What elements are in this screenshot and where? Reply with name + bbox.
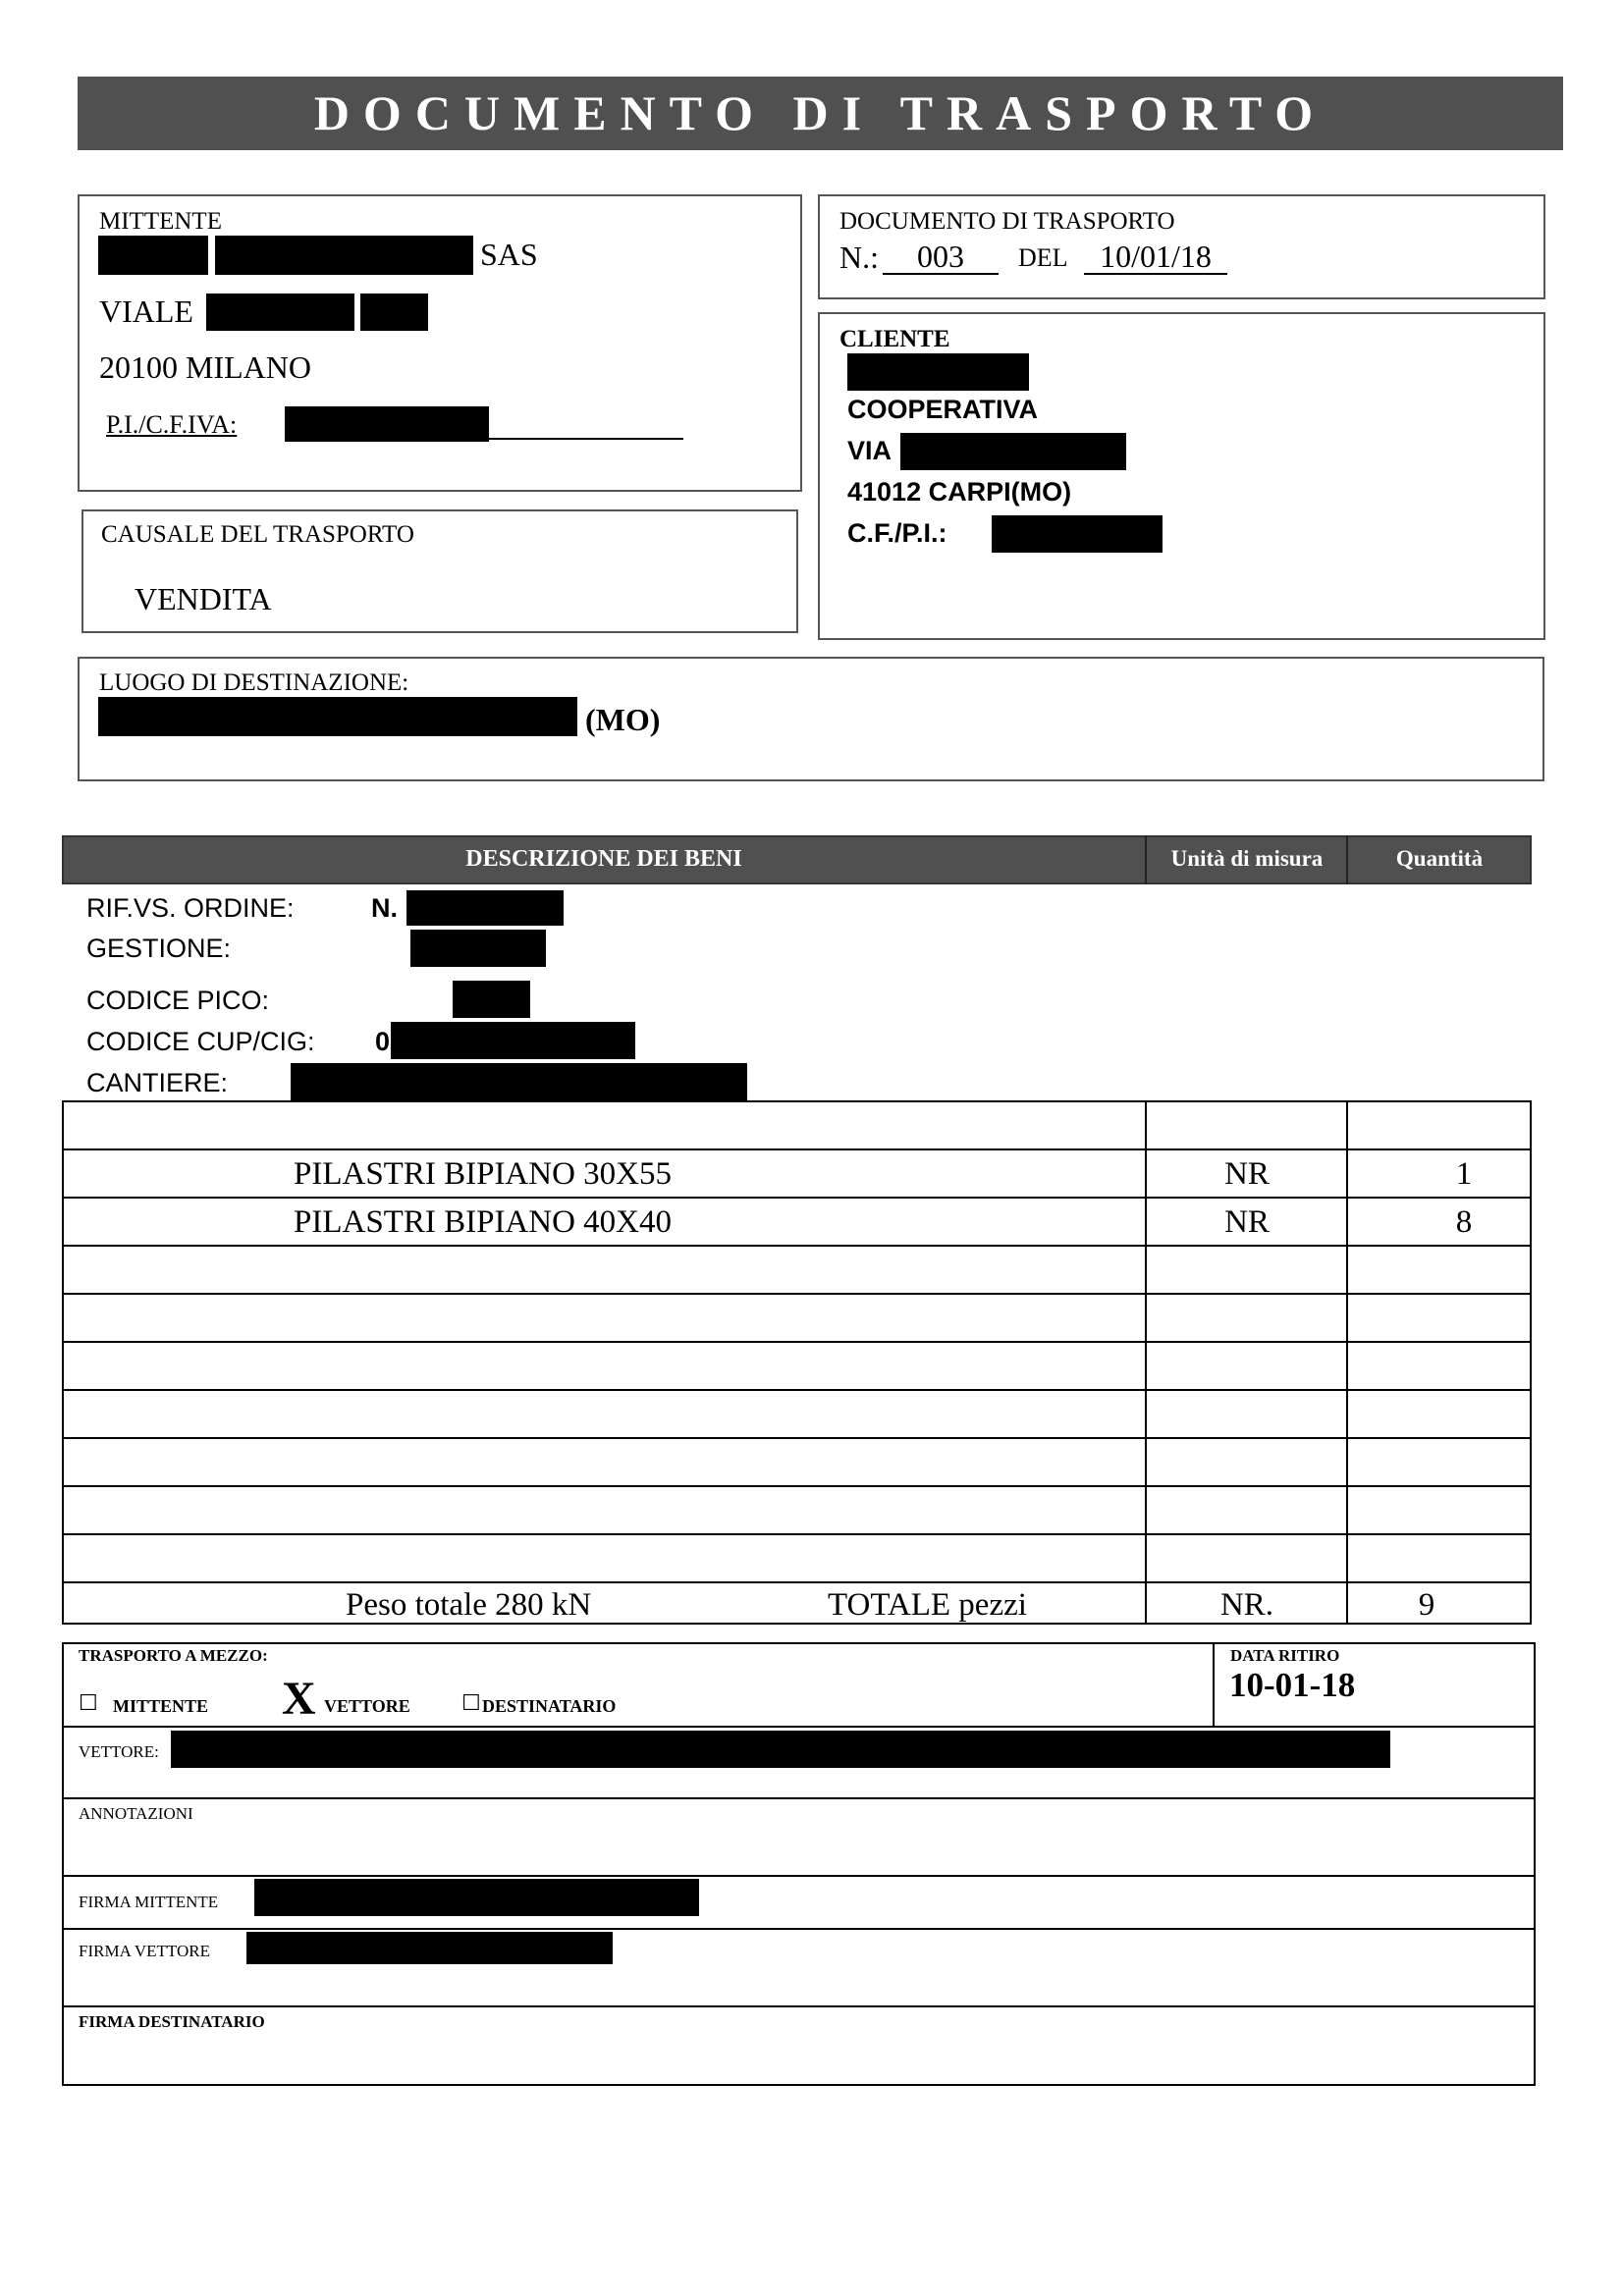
checkbox-mittente-icon[interactable]: ☐ [79, 1690, 98, 1715]
redacted-firma-mittente [254, 1879, 699, 1916]
ref-gestione-label: GESTIONE: [86, 934, 232, 963]
transport-row-line [62, 2005, 1536, 2007]
mittente-street-prefix: VIALE [99, 294, 193, 329]
grid-row-line [62, 1197, 1532, 1199]
redacted-mittente-street-2 [360, 294, 428, 331]
table-row-qty: 1 [1455, 1156, 1473, 1192]
doc-number-label: N.: [839, 240, 879, 275]
trasporto-label: TRASPORTO A MEZZO: [79, 1646, 268, 1665]
redacted-cliente-cf [992, 515, 1163, 553]
redacted-cliente-street [900, 433, 1126, 470]
table-row-unit: NR [1224, 1156, 1270, 1192]
data-ritiro-label: DATA RITIRO [1230, 1646, 1340, 1665]
header-quantita: Quantità [1395, 846, 1484, 871]
redacted-cup [391, 1022, 635, 1059]
ref-cup-prefix: 0 [375, 1027, 391, 1056]
redacted-firma-vettore [246, 1932, 613, 1964]
firma-vettore-label: FIRMA VETTORE [79, 1942, 210, 1960]
transport-row-line [62, 1797, 1536, 1799]
mittente-company-suffix: SAS [480, 237, 538, 272]
redacted-mittente-street-1 [206, 294, 354, 331]
firma-destinatario-label: FIRMA DESTINATARIO [79, 2012, 265, 2031]
vettore-label: VETTORE: [79, 1742, 159, 1761]
grid-row-line [62, 1341, 1532, 1343]
redacted-mittente-name-2 [215, 236, 473, 275]
table-row-description: PILASTRI BIPIANO 30X55 [294, 1156, 673, 1192]
grid-row-line [62, 1389, 1532, 1391]
redacted-mittente-name-1 [98, 236, 208, 275]
grid-row-line [62, 1148, 1532, 1150]
mittente-label: MITTENTE [99, 208, 222, 235]
transport-divider-v [1213, 1642, 1215, 1728]
cliente-cf-label: C.F./P.I.: [847, 518, 947, 548]
mittente-piva-underline [489, 438, 683, 440]
ref-cantiere-label: CANTIERE: [86, 1068, 229, 1097]
total-qty: 9 [1418, 1587, 1435, 1623]
ref-ordine-label: RIF.VS. ORDINE: [86, 893, 295, 923]
document-title: DOCUMENTO DI TRASPORTO [313, 85, 1327, 140]
redacted-destinazione [98, 697, 577, 736]
destinazione-label: LUOGO DI DESTINAZIONE: [99, 669, 409, 696]
data-ritiro-value: 10-01-18 [1229, 1666, 1356, 1704]
ref-ordine-prefix: N. [371, 893, 398, 923]
grid-row-line [62, 1437, 1532, 1439]
redacted-cantiere [291, 1063, 747, 1100]
checkbox-vettore-mark[interactable]: X [282, 1673, 316, 1725]
doc-number-heading: DOCUMENTO DI TRASPORTO [839, 208, 1175, 235]
transport-row-line [62, 1726, 1536, 1728]
causale-value: VENDITA [135, 581, 272, 616]
grid-row-line [62, 1293, 1532, 1295]
grid-row-line [62, 1485, 1532, 1487]
cliente-city: 41012 CARPI(MO) [847, 477, 1072, 507]
transport-row-line [62, 1928, 1536, 1930]
redacted-cliente-name [847, 353, 1029, 391]
ref-pico-label: CODICE PICO: [86, 986, 270, 1015]
cliente-line2: COOPERATIVA [847, 395, 1039, 424]
redacted-pico [453, 981, 530, 1018]
redacted-ordine [406, 890, 564, 926]
redacted-vettore [171, 1731, 1390, 1768]
cliente-label: CLIENTE [839, 326, 950, 352]
grid-row-line [62, 1581, 1532, 1583]
grid-row-line [62, 1245, 1532, 1247]
cliente-street-prefix: VIA [847, 436, 893, 465]
total-pieces-label: TOTALE pezzi [828, 1587, 1027, 1623]
doc-date-value: 10/01/18 [1084, 240, 1227, 275]
total-unit: NR. [1219, 1587, 1274, 1623]
total-weight: Peso totale 280 kN [346, 1587, 592, 1623]
option-destinatario: DESTINATARIO [482, 1696, 617, 1716]
redacted-mittente-piva [285, 406, 489, 442]
document-title-bar [78, 77, 1563, 150]
mittente-city: 20100 MILANO [99, 349, 311, 385]
table-row-description: PILASTRI BIPIANO 40X40 [294, 1204, 673, 1240]
redacted-gestione [410, 930, 546, 967]
firma-mittente-label: FIRMA MITTENTE [79, 1893, 219, 1911]
table-row-unit: NR [1224, 1204, 1270, 1240]
table-row-qty: 8 [1455, 1204, 1473, 1240]
mittente-piva-label: P.I./C.F.IVA: [106, 410, 238, 439]
ref-cup-label: CODICE CUP/CIG: [86, 1027, 315, 1056]
option-mittente: MITTENTE [113, 1696, 209, 1716]
doc-date-label: DEL [1018, 243, 1068, 272]
causale-label: CAUSALE DEL TRASPORTO [101, 521, 414, 548]
annotazioni-label: ANNOTAZIONI [79, 1804, 193, 1823]
checkbox-destinatario-icon[interactable]: ☐ [461, 1690, 481, 1715]
grid-row-line [62, 1533, 1532, 1535]
header-unita: Unità di misura [1170, 846, 1324, 871]
doc-number-value: 003 [883, 240, 999, 275]
option-vettore: VETTORE [324, 1696, 410, 1716]
destinazione-province: (MO) [585, 702, 661, 737]
header-descrizione: DESCRIZIONE DEI BENI [465, 846, 742, 872]
transport-row-line [62, 1875, 1536, 1877]
